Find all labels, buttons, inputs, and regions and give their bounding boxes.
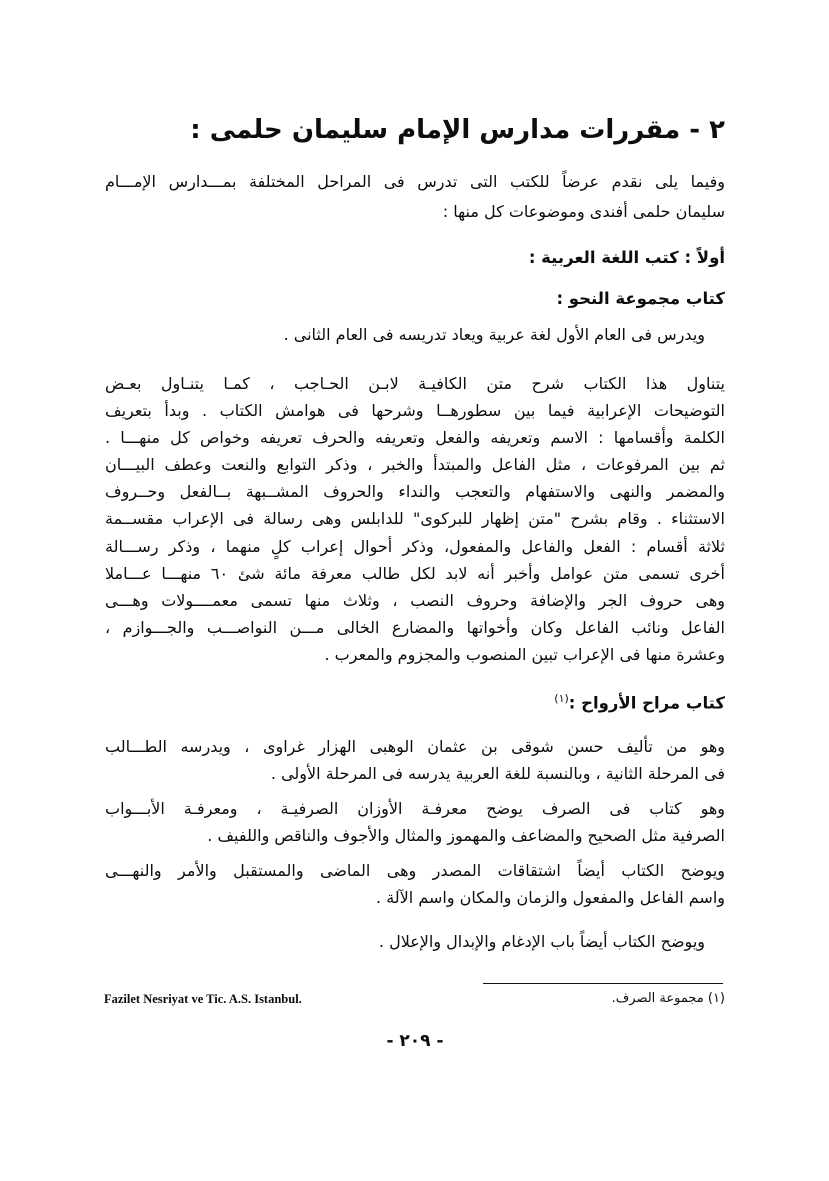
intro-line-2: سليمان حلمى أفندى وموضوعات كل منها :	[442, 202, 725, 221]
book2-p3-line-2: واسم الفاعل والمفعول والزمان والمكان واسم الآلة .	[376, 888, 725, 907]
book2-p3-line-1: ويوضح الكتاب أيضاً اشتقاقات المصدر وهى الماضى والمستقبل والأمر والنهـــى	[105, 861, 725, 880]
footnote-text: (١) مجموعة الصرف.	[611, 991, 725, 1006]
book1-line-7: ثلاثة أقسام : الفعل والفاعل والمفعول، وذكر أحوال إعراب كلٍ منهما ، وذكر رســـالة	[105, 537, 725, 556]
book2-p2-line-2: الصرفية مثل الصحيح والمضاعف والمهموز والمثال والأجوف والناقص واللفيف .	[207, 826, 725, 845]
book1-line-2: التوضيحات الإعرابية فيما بين سطورهــا وشرحها فى هوامش الكتاب . وبدأ بتعريف	[105, 401, 725, 420]
page-number: - ٢٠٩ -	[386, 1031, 444, 1051]
book1-line-4: ثم بين المرفوعات ، مثل الفاعل والمبتدأ والخبر ، وذكر التوابع والنعت وعطف البيـــان	[105, 455, 725, 474]
book-heading-nahw: كتاب مجموعة النحو :	[556, 289, 725, 308]
intro-line-1: وفيما يلى نقدم عرضاً للكتب التى تدرس فى المراحل المختلفة بمـــدارس الإمـــام	[105, 172, 725, 191]
book1-line-10: الفاعل ونائب الفاعل وكان وأخواتها والمضارع الخالى مـــن النواصـــب والجـــوازم ،	[105, 618, 725, 637]
book1-line-3: الكلمة وأقسامها : الاسم وتعريفه والفعل وتعريفه والحرف تعريفه وخواص كل منهـــا .	[105, 428, 725, 447]
book-heading-marah	[554, 686, 725, 717]
book2-p4-text: ويوضح الكتاب أيضاً باب الإدغام والإبدال والإعلال .	[378, 932, 705, 951]
book1-summary-text: ويدرس فى العام الأول لغة عربية ويعاد تدريسه فى العام الثانى .	[283, 325, 705, 344]
book1-line-1: يتناول هذا الكتاب شرح متن الكافيـة لابـن الحـاجب ، كمـا يتنـاول بعـض	[105, 374, 725, 393]
book1-line-11: وعشرة منها فى الإعراب تبين المنصوب والمجزوم والمعرب .	[324, 645, 725, 664]
book2-p1-line-1: وهو من تأليف حسن شوقى بن عثمان الوهبى الهزار غراوى ، ويدرسه الطـــالب	[105, 737, 725, 756]
section-heading: أولاً : كتب اللغة العربية :	[528, 248, 725, 267]
book1-summary	[105, 323, 725, 347]
footnote-ref: (١)	[554, 692, 569, 705]
book1-line-9: وهى حروف الجر والإضافة وحروف النصب ، وثلاث منها تسمى معمــــولات وهـــى	[105, 591, 725, 610]
book2-p2-line-1: وهو كتاب فى الصرف يوضح معرفـة الأوزان الصرفيـة ، ومعرفـة الأبـــواب	[105, 799, 725, 818]
book1-line-5: والمضمر والنهى والاستفهام والتعجب والنداء والحروف المشــبهة بــالفعل وحــروف	[105, 482, 725, 501]
book1-line-8: أخرى تسمى متن عوامل وأخبر أنه لابد لكل طالب معرفة مائة شئ ٦٠ منهـــا عـــاملا	[105, 564, 726, 583]
book2-p1-line-2: فى المرحلة الثانية ، وبالنسبة للغة العربية يدرسه فى المرحلة الأولى .	[270, 764, 725, 783]
page-title: ٢ - مقررات مدارس الإمام سليمان حلمى :	[190, 115, 725, 145]
book1-line-6: الاستثناء . وقام بشرح "متن إظهار للبركوى" للدابلس وهى رسالة فى الإعراب مقســمة	[105, 509, 725, 528]
publisher-note: Fazilet Nesriyat ve Tic. A.S. Istanbul.	[104, 992, 302, 1006]
book2-heading-text: كتاب مراح الأرواح :	[568, 693, 725, 713]
footnote-divider	[483, 983, 723, 984]
book2-p4	[105, 930, 725, 954]
